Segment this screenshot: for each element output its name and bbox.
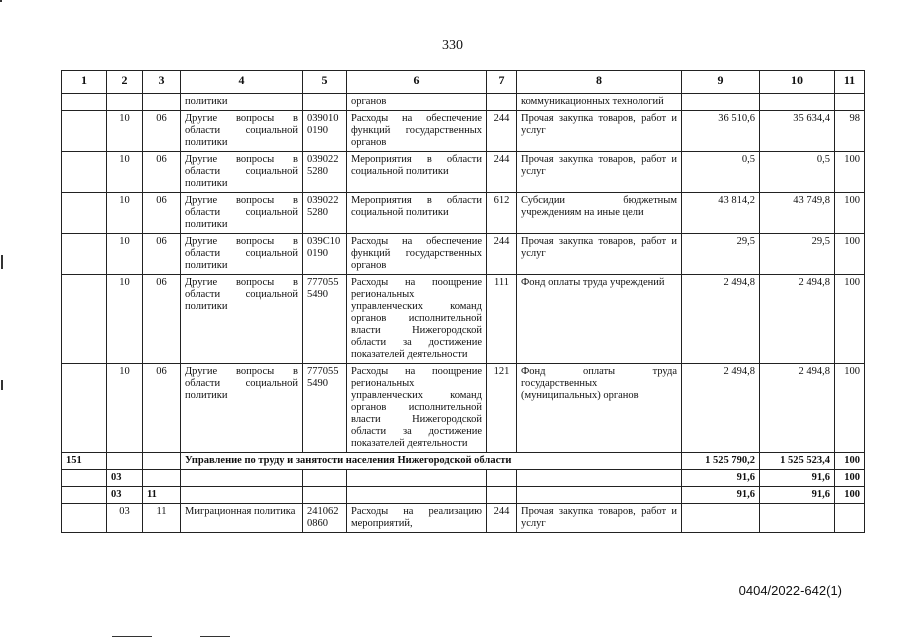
cell-percent: 98 [835,111,865,152]
cell-expense-type: 244 [487,111,517,152]
cell-target-code [303,94,347,111]
column-header: 3 [143,71,181,94]
cell-expense-name: Прочая закупка товаров, работ и услуг [517,234,682,275]
table-row [62,275,865,364]
cell-subsection-name: Другие вопросы в области социальной политики [181,193,303,234]
cell-target-code: 777055 5490 [303,364,347,453]
cell-executed: 29,5 [760,234,835,275]
cell-subsection-name: Другие вопросы в области социальной политики [181,364,303,453]
column-header: 5 [303,71,347,94]
department-row [62,453,865,470]
cell-subsection-name [181,470,303,487]
cell-subsection: 06 [143,275,181,364]
scan-mark [0,0,2,2]
cell-percent: 100 [835,487,865,504]
subsection-row [62,487,865,504]
table-row [62,111,865,152]
section-row [62,470,865,487]
cell-target-code: 039010 0190 [303,111,347,152]
cell-expense-type: 244 [487,504,517,533]
cell-section [107,453,143,470]
cell-section: 10 [107,152,143,193]
cell-percent: 100 [835,152,865,193]
cell-expense-name: Прочая закупка товаров, работ и услуг [517,111,682,152]
cell-expense-type [487,487,517,504]
table-header-row [62,71,865,94]
column-header: 11 [835,71,865,94]
cell-subsection: 11 [143,487,181,504]
cell-target-code: 241062 0860 [303,504,347,533]
cell-department [62,275,107,364]
cell-subsection [143,453,181,470]
cell-expense-name: Фонд оплаты труда учреждений [517,275,682,364]
cell-expense-type: 244 [487,234,517,275]
table-row [62,234,865,275]
table-row [62,94,865,111]
cell-percent: 100 [835,470,865,487]
cell-executed: 35 634,4 [760,111,835,152]
cell-expense-type [487,470,517,487]
cell-planned: 43 814,2 [682,193,760,234]
cell-planned: 2 494,8 [682,275,760,364]
cell-target-name: Расходы на поощрение региональных управленческих команд органов исполнительной власти Нижегородской области за достижение показателей деятельности [347,364,487,453]
cell-planned: 91,6 [682,470,760,487]
scan-mark [1,255,3,269]
cell-planned [682,94,760,111]
cell-department [62,111,107,152]
cell-section: 10 [107,234,143,275]
cell-percent: 100 [835,275,865,364]
cell-subsection-name: политики [181,94,303,111]
cell-section: 03 [107,504,143,533]
cell-subsection-name: Другие вопросы в области социальной политики [181,234,303,275]
cell-department [62,234,107,275]
cell-expense-name: Субсидии бюджетным учреждениям на иные цели [517,193,682,234]
table-row [62,364,865,453]
column-header: 4 [181,71,303,94]
column-header: 1 [62,71,107,94]
cell-department [62,504,107,533]
cell-department-code: 151 [62,453,107,470]
cell-expense-name: Прочая закупка товаров, работ и услуг [517,504,682,533]
cell-department [62,470,107,487]
cell-planned: 0,5 [682,152,760,193]
cell-target-name: Расходы на обеспечение функций государственных органов [347,111,487,152]
cell-executed: 2 494,8 [760,364,835,453]
column-header: 7 [487,71,517,94]
cell-executed: 2 494,8 [760,275,835,364]
cell-expense-type: 121 [487,364,517,453]
cell-planned: 29,5 [682,234,760,275]
department-title: Управление по труду и занятости населения Нижегородской области [181,453,682,470]
page-number: 330 [442,38,463,53]
cell-executed: 43 749,8 [760,193,835,234]
scan-mark [1,380,3,390]
cell-percent: 100 [835,364,865,453]
cell-target-code: 039022 5280 [303,193,347,234]
cell-subsection: 06 [143,152,181,193]
cell-target-code: 039022 5280 [303,152,347,193]
cell-section: 10 [107,193,143,234]
cell-planned [682,504,760,533]
column-header: 8 [517,71,682,94]
cell-percent [835,504,865,533]
table-row [62,504,865,533]
cell-target-name: органов [347,94,487,111]
cell-subsection: 06 [143,193,181,234]
cell-subsection: 06 [143,234,181,275]
cell-target-name [347,487,487,504]
cell-target-code [303,470,347,487]
cell-expense-type: 111 [487,275,517,364]
cell-percent: 100 [835,234,865,275]
cell-expense-type: 244 [487,152,517,193]
cell-planned: 2 494,8 [682,364,760,453]
column-header: 9 [682,71,760,94]
cell-target-name [347,470,487,487]
cell-planned: 1 525 790,2 [682,453,760,470]
cell-expense-name: Прочая закупка товаров, работ и услуг [517,152,682,193]
budget-table [61,70,865,533]
cell-subsection: 06 [143,364,181,453]
cell-executed [760,94,835,111]
scan-mark [112,636,152,637]
cell-executed: 0,5 [760,152,835,193]
cell-expense-name [517,487,682,504]
cell-target-name: Расходы на обеспечение функций государственных органов [347,234,487,275]
cell-target-code: 777055 5490 [303,275,347,364]
cell-expense-name: коммуникационных технологий [517,94,682,111]
cell-section: 03 [107,470,143,487]
cell-subsection-name [181,487,303,504]
cell-target-code: 039С10 0190 [303,234,347,275]
cell-subsection [143,470,181,487]
cell-target-name: Мероприятия в области социальной политики [347,193,487,234]
cell-target-name: Расходы на поощрение региональных управленческих команд органов исполнительной власти Нижегородской области за достижение показателей деятельности [347,275,487,364]
cell-subsection-name: Другие вопросы в области социальной политики [181,111,303,152]
cell-department [62,487,107,504]
column-header: 10 [760,71,835,94]
cell-planned: 91,6 [682,487,760,504]
cell-executed: 1 525 523,4 [760,453,835,470]
table-row [62,152,865,193]
cell-subsection-name: Другие вопросы в области социальной политики [181,275,303,364]
cell-department [62,193,107,234]
cell-executed: 91,6 [760,470,835,487]
cell-target-name: Мероприятия в области социальной политики [347,152,487,193]
cell-target-name: Расходы на реализацию мероприятий, [347,504,487,533]
cell-section: 10 [107,275,143,364]
cell-department [62,94,107,111]
cell-subsection-name: Другие вопросы в области социальной политики [181,152,303,193]
cell-percent: 100 [835,193,865,234]
cell-expense-type: 612 [487,193,517,234]
cell-subsection-name: Миграционная политика [181,504,303,533]
cell-expense-type [487,94,517,111]
cell-department [62,152,107,193]
cell-section: 10 [107,111,143,152]
cell-subsection [143,94,181,111]
cell-target-code [303,487,347,504]
cell-executed: 91,6 [760,487,835,504]
cell-section: 10 [107,364,143,453]
cell-executed [760,504,835,533]
document-code: 0404/2022-642(1) [738,583,842,598]
table-row [62,193,865,234]
cell-subsection: 06 [143,111,181,152]
scan-mark [200,636,230,637]
column-header: 6 [347,71,487,94]
cell-percent [835,94,865,111]
cell-subsection: 11 [143,504,181,533]
cell-planned: 36 510,6 [682,111,760,152]
cell-section [107,94,143,111]
cell-expense-name [517,470,682,487]
cell-percent: 100 [835,453,865,470]
column-header: 2 [107,71,143,94]
cell-section: 03 [107,487,143,504]
cell-expense-name: Фонд оплаты труда государственных (муниципальных) органов [517,364,682,453]
cell-department [62,364,107,453]
